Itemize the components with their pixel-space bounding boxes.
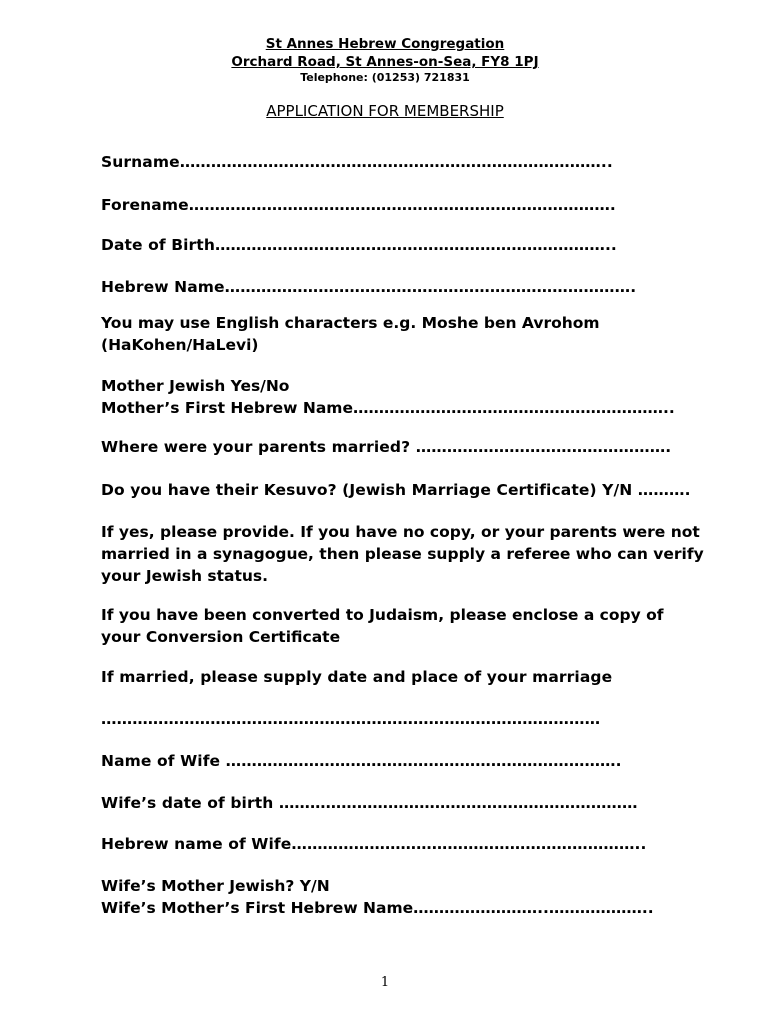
referee-note-line-2: married in a synagogue, then please supply a referee who can verify [101, 545, 704, 563]
kesuvo-field[interactable]: Do you have their Kesuvo? (Jewish Marriage Certificate) Y/N ………. [101, 481, 691, 499]
forename-field[interactable]: Forename………………………………………………………………………. [101, 196, 616, 214]
mother-jewish-field[interactable]: Mother Jewish Yes/No [101, 377, 290, 395]
wife-dob-field[interactable]: Wife’s date of birth …………………………………………………………… [101, 794, 638, 812]
referee-note-line-1: If yes, please provide. If you have no copy, or your parents were not [101, 523, 700, 541]
dob-field[interactable]: Date of Birth………………………………………………………………….. [101, 236, 617, 254]
wife-mother-hebrew-name-field[interactable]: Wife’s Mother’s First Hebrew Name……………………..……………….. [101, 899, 654, 917]
marriage-details-field[interactable]: …………………………………………………………………………………… [101, 710, 601, 728]
form-title: APPLICATION FOR MEMBERSHIP [266, 102, 504, 120]
wife-mother-jewish-field[interactable]: Wife’s Mother Jewish? Y/N [101, 877, 330, 895]
org-telephone: Telephone: (01253) 721831 [300, 71, 470, 84]
mother-hebrew-name-field[interactable]: Mother’s First Hebrew Name…………………………………………………….. [101, 399, 675, 417]
hebrew-hint-line-2: (HaKohen/HaLevi) [101, 336, 259, 354]
hebrew-name-field[interactable]: Hebrew Name……………………………………………………………………. [101, 278, 637, 296]
org-address: Orchard Road, St Annes-on-Sea, FY8 1PJ [231, 54, 539, 70]
mother-section [101, 375, 721, 419]
hebrew-hint-line-1: You may use English characters e.g. Moshe ben Avrohom [101, 314, 600, 332]
referee-note-line-3: your Jewish status. [101, 567, 269, 585]
wife-mother-section [101, 875, 721, 919]
wife-hebrew-name-field[interactable]: Hebrew name of Wife………………………………………………………….. [101, 835, 647, 853]
conversion-note-line-1: If you have been converted to Judaism, please enclose a copy of [101, 606, 664, 624]
wife-name-field[interactable]: Name of Wife …………………………………………………………………. [101, 752, 622, 770]
hebrew-name-hint [101, 312, 721, 356]
org-name: St Annes Hebrew Congregation [265, 36, 505, 52]
referee-note [101, 521, 721, 587]
conversion-note-line-2: your Conversion Certificate [101, 628, 341, 646]
marriage-prompt: If married, please supply date and place of your marriage [101, 668, 613, 686]
conversion-note [101, 604, 721, 648]
surname-field[interactable]: Surname……………………………………………………………………….. [101, 153, 613, 171]
parents-married-field[interactable]: Where were your parents married? …………………………………………. [101, 438, 672, 456]
page-number: 1 [380, 975, 390, 990]
